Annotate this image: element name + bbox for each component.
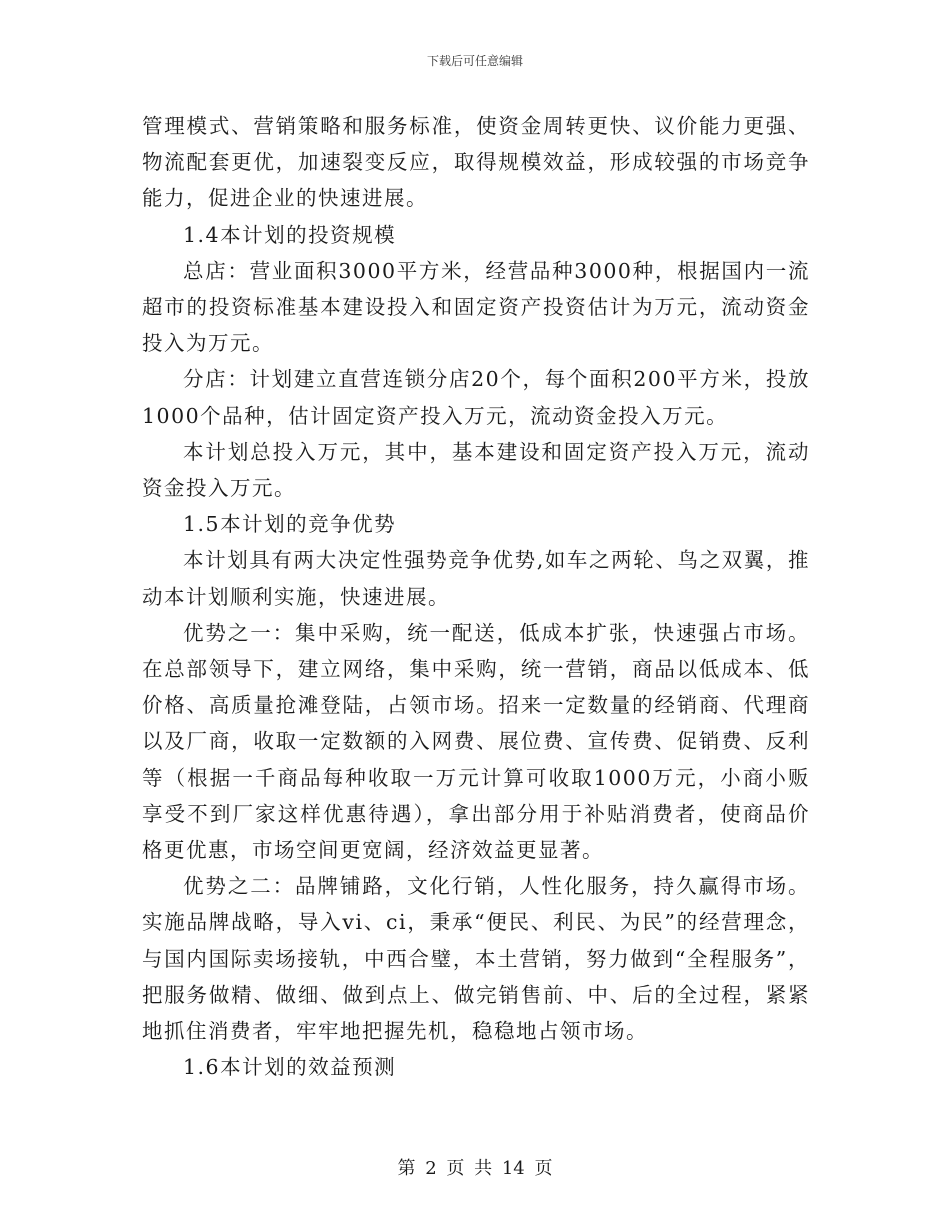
paragraph-advantage-two: 优势之二：品牌铺路，文化行销，人性化服务，持久赢得市场。实施品牌战略，导入vi、ci，秉承“便民、利民、为民”的经营理念，与国内国际卖场接轨，中西合璧，本土营销，努力做到“全程服务”，把服务做精、做细、做到点上、做完销售前、中、后的全过程，紧紧地抓住消费者，牢牢地把握先机，稳稳地占领市场。 [142,874,810,1044]
paragraph-continued: 管理模式、营销策略和服务标准，使资金周转更快、议价能力更强、物流配套更优，加速裂变反应，取得规模效益，形成较强的市场竞争能力，促进企业的快速进展。 [142,114,810,211]
paragraph-advantages-intro: 本计划具有两大决定性强势竞争优势,如车之两轮、鸟之双翼，推动本计划顺利实施，快速进展。 [142,548,810,609]
paragraph-branch-stores: 分店：计划建立直营连锁分店20个，每个面积200平方米，投放1000个品种，估计固定资产投入万元，流动资金投入万元。 [142,367,810,428]
page-header-note: 下载后可任意编辑 [426,54,523,68]
section-heading-1-5: 1.5本计划的竞争优势 [183,512,397,537]
section-heading-1-6: 1.6本计划的效益预测 [183,1055,397,1080]
paragraph-main-store: 总店：营业面积3000平方米，经营品种3000种，根据国内一流超市的投资标准基本建设投入和固定资产投资估计为万元，流动资金投入为万元。 [142,258,810,356]
paragraph-advantage-one: 优势之一：集中采购，统一配送，低成本扩张，快速强占市场。在总部领导下，建立网络，集中采购，统一营销，商品以低成本、低价格、高质量抢滩登陆，占领市场。招来一定数量的经销商、代理商以及厂商，收取一定数额的入网费、展位费、宣传费、促销费、反利等（根据一千商品每种收取一万元计算可收取1000万元，小商小贩享受不到厂家这样优惠待遇），拿出部分用于补贴消费者，使商品价格更优惠，市场空间更宽阔，经济效益更显著。 [142,620,810,863]
document-body [142,108,810,1085]
section-heading-1-4: 1.4本计划的投资规模 [183,222,397,247]
paragraph-total-investment: 本计划总投入万元，其中，基本建设和固定资产投入万元，流动资金投入万元。 [142,439,810,501]
page-number: 第 2 页 共 14 页 [397,1158,553,1179]
